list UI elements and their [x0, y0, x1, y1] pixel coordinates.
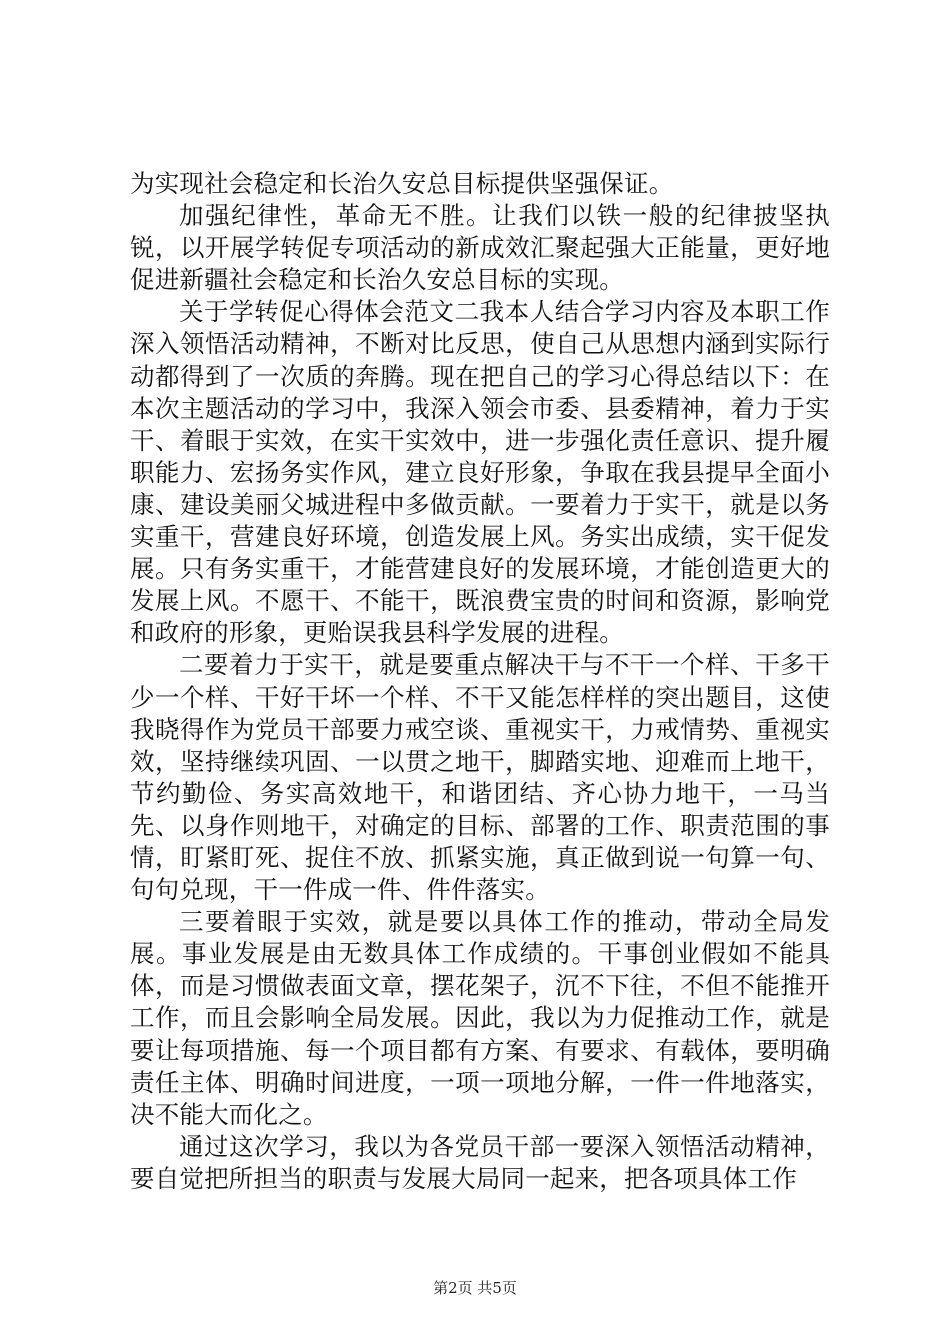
paragraph-continuation: 为实现社会稳定和长治久安总目标提供坚强保证。 — [130, 169, 674, 198]
paragraph-conclusion: 通过这次学习，我以为各党员干部一要深入领悟活动精神，要自觉把所担当的职责与发展大局同一起来，把各项具体工作 — [130, 1131, 830, 1193]
paragraph-essay-two-intro: 关于学转促心得体会范文二我本人结合学习内容及本职工作深入领悟活动精神，不断对比反思，使自己从思想内涵到实际行动都得到了一次质的奔腾。现在把自己的学习心得总结以下：在本次主题活动的学习中，我深入领会市委、县委精神，着力于实干、着眼于实效，在实干实效中，进一步强化责任意识、提升履职能力、宏扬务实作风，建立良好形象，争取在我县提早全面小康、建设美丽父城进程中多做贡献。一要着力于实干，就是以务实重干，营建良好环境，创造发展上风。务实出成绩，实干促发展。只有务实重干，才能营建良好的发展环境，才能创造更大的发展上风。不愿干、不能干，既浪费宝贵的时间和资源，影响党和政府的形象，更贻误我县科学发展的进程。 — [130, 297, 830, 648]
page-number-footer: 第2页 共5页 — [433, 1279, 517, 1297]
paragraph-second-point: 二要着力于实干，就是要重点解决干与不干一个样、干多干少一个样、干好干坏一个样、不干又能怎样样的突出题目，这使我晓得作为党员干部要力戒空谈、重视实干，力戒情势、重视实效，坚持继续巩固、一以贯之地干，脚踏实地、迎难而上地干，节约勤俭、务实高效地干，和谐团结、齐心协力地干，一马当先、以身作则地干，对确定的目标、部署的工作、职责范围的事情，盯紧盯死、捉住不放、抓紧实施，真正做到说一句算一句、句句兑现，干一件成一件、件件落实。 — [130, 650, 830, 905]
paragraph-third-point: 三要着眼于实效，就是要以具体工作的推动，带动全局发展。事业发展是由无数具体工作成绩的。干事创业假如不能具体，而是习惯做表面文章，摆花架子，沉不下往，不但不能推开工作，而且会影响全局发展。因此，我以为力促推动工作，就是要让每项措施、每一个项目都有方案、有要求、有载体，要明确责任主体、明确时间进度，一项一项地分解，一件一件地落实，决不能大而化之。 — [130, 907, 830, 1129]
document-body — [130, 168, 830, 1195]
paragraph-discipline: 加强纪律性，革命无不胜。让我们以铁一般的纪律披坚执锐，以开展学转促专项活动的新成效汇聚起强大正能量，更好地促进新疆社会稳定和长治久安总目标的实现。 — [130, 201, 830, 295]
